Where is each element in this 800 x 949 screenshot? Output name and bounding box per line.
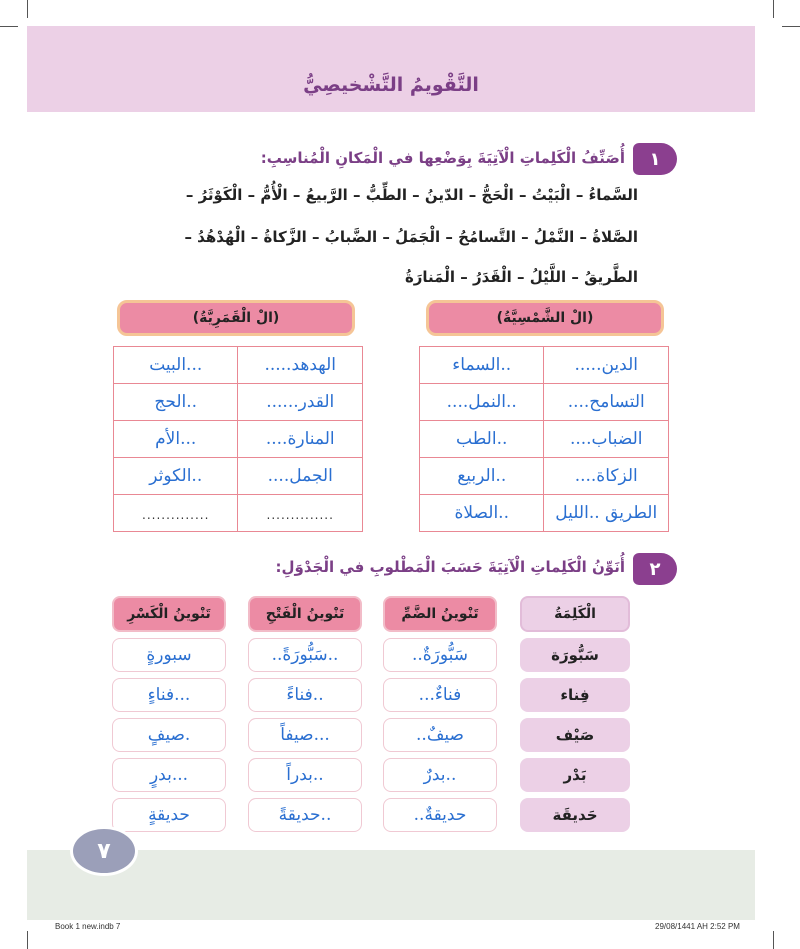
qamariya-table bbox=[113, 346, 363, 532]
tanween-answer-text: صيفٌ.. bbox=[416, 725, 464, 745]
answer-cell-text: المنارة.... bbox=[265, 429, 335, 449]
tanween-kasr-cell[interactable] bbox=[112, 678, 226, 712]
answer-cell[interactable] bbox=[114, 347, 238, 384]
answer-cell[interactable] bbox=[238, 421, 363, 458]
answer-cell[interactable] bbox=[238, 384, 363, 421]
tanween-damm-cell[interactable] bbox=[383, 638, 497, 672]
answer-cell-text: الجمل.... bbox=[267, 466, 333, 486]
header-fath: تَنْوينُ الْفَتْحِ bbox=[248, 596, 362, 632]
shamsiya-table bbox=[419, 346, 669, 532]
tanween-answer-text: ..سَبُّورَةً.. bbox=[271, 645, 339, 665]
tanween-word bbox=[520, 718, 630, 752]
table-row bbox=[114, 458, 363, 495]
table-row bbox=[420, 347, 669, 384]
word-list-line-1: السَّماءُ – الْبَيْتُ – الْحَجُّ – الدّينُ – الطِّبُّ – الرَّبيعُ – الْأُمُّ – الْكَوْثَرُ – bbox=[185, 186, 638, 204]
answer-cell[interactable] bbox=[420, 347, 544, 384]
footer-band bbox=[27, 850, 755, 920]
tanween-answer-text: سبورةٍ bbox=[146, 645, 192, 665]
tanween-word-label: فِناء bbox=[560, 686, 590, 704]
tanween-word-label: حَديقَة bbox=[552, 806, 598, 824]
tanween-fath-cell[interactable] bbox=[248, 678, 362, 712]
tanween-word-label: صَيْف bbox=[555, 726, 595, 744]
answer-cell[interactable] bbox=[114, 458, 238, 495]
tanween-fath-cell[interactable] bbox=[248, 798, 362, 832]
tanween-answer-text: ...بدرٍ bbox=[149, 765, 189, 785]
answer-cell-text: ..الطب bbox=[456, 429, 508, 449]
tanween-kasr-cell[interactable] bbox=[112, 718, 226, 752]
answer-cell[interactable] bbox=[544, 347, 669, 384]
tanween-answer-text: ..حديقةً bbox=[278, 805, 332, 825]
header-word: الْكَلِمَةُ bbox=[520, 596, 630, 632]
tanween-answer-text: ..بدرٌ bbox=[423, 765, 457, 785]
tanween-word bbox=[520, 758, 630, 792]
answer-cell-text: ..الربيع bbox=[457, 466, 507, 486]
tanween-damm-cell[interactable] bbox=[383, 758, 497, 792]
answer-cell[interactable] bbox=[114, 384, 238, 421]
crop-mark bbox=[773, 931, 774, 949]
footer-timestamp: 29/08/1441 AH 2:52 PM bbox=[655, 922, 740, 931]
answer-cell-text: الهدهد..... bbox=[264, 355, 337, 375]
tanween-kasr-cell[interactable] bbox=[112, 758, 226, 792]
answer-cell[interactable] bbox=[420, 384, 544, 421]
tanween-word-label: سَبُّورَة bbox=[551, 646, 599, 664]
tanween-fath-cell[interactable] bbox=[248, 718, 362, 752]
tanween-word bbox=[520, 798, 630, 832]
title-banner bbox=[27, 26, 755, 112]
tanween-word-label: بَدْر bbox=[563, 766, 587, 784]
tanween-fath-cell[interactable] bbox=[248, 638, 362, 672]
answer-cell[interactable] bbox=[544, 495, 669, 532]
page-number: ٧ bbox=[70, 826, 138, 876]
tanween-answer-text: ...صيفاً bbox=[280, 725, 330, 745]
table-row bbox=[114, 384, 363, 421]
crop-mark bbox=[27, 0, 28, 18]
shamsiya-header: (الْ الشَّمْسِيَّةُ) bbox=[426, 300, 664, 336]
answer-cell[interactable] bbox=[238, 347, 363, 384]
tanween-answer-text: ...فناءٍ bbox=[147, 685, 191, 705]
word-list-line-3: الطَّريقُ – اللَّيْلُ – الْقَدَرُ – الْمَنارَةُ bbox=[404, 268, 638, 286]
table-row bbox=[420, 421, 669, 458]
answer-cell-text: ...البيت bbox=[149, 355, 203, 375]
crop-mark bbox=[27, 931, 28, 949]
answer-cell-text: ..السماء bbox=[452, 355, 512, 375]
question-2-number: ٢ bbox=[633, 553, 677, 585]
tanween-answer-text: فناءٌ... bbox=[418, 685, 462, 705]
answer-cell-text: ..الكوثر bbox=[149, 466, 203, 486]
answer-cell[interactable] bbox=[238, 495, 363, 532]
tanween-word bbox=[520, 678, 630, 712]
answer-cell[interactable] bbox=[544, 458, 669, 495]
tanween-word bbox=[520, 638, 630, 672]
answer-cell[interactable] bbox=[238, 458, 363, 495]
answer-cell-text: الضباب.... bbox=[569, 429, 643, 449]
tanween-answer-text: حديقةٍ bbox=[148, 805, 190, 825]
answer-cell[interactable] bbox=[420, 421, 544, 458]
answer-cell[interactable] bbox=[544, 421, 669, 458]
answer-cell-text: .............. bbox=[142, 507, 210, 522]
answer-cell-text: الدين..... bbox=[574, 355, 638, 375]
tanween-answer-text: سَبُّورَةٌ.. bbox=[411, 645, 469, 665]
tanween-answer-text: .صيفٍ bbox=[147, 725, 191, 745]
footer-file-label: Book 1 new.indb 7 bbox=[55, 922, 121, 931]
answer-cell-text: الزكاة.... bbox=[574, 466, 638, 486]
tanween-fath-cell[interactable] bbox=[248, 758, 362, 792]
answer-cell[interactable] bbox=[420, 495, 544, 532]
answer-cell[interactable] bbox=[114, 421, 238, 458]
question-1-instruction: أُصَنِّفُ الْكَلِماتِ الْآتِيَةَ بِوَضْعِها في الْمَكانِ الْمُناسِبِ: bbox=[260, 149, 625, 167]
table-row bbox=[420, 458, 669, 495]
question-1-number: ١ bbox=[633, 143, 677, 175]
page-title: التَّقْويمُ التَّشْخيصِيُّ bbox=[303, 74, 479, 96]
answer-cell-text: ..الصلاة bbox=[454, 503, 509, 523]
tanween-answer-text: ..بدراً bbox=[286, 765, 324, 785]
answer-cell-text: ..الحج bbox=[154, 392, 198, 412]
crop-mark bbox=[782, 26, 800, 27]
header-damm: تَنْوينُ الضَّمِّ bbox=[383, 596, 497, 632]
answer-cell[interactable] bbox=[114, 495, 238, 532]
tanween-answer-text: ..فناءً bbox=[286, 685, 324, 705]
answer-cell[interactable] bbox=[544, 384, 669, 421]
answer-cell[interactable] bbox=[420, 458, 544, 495]
tanween-damm-cell[interactable] bbox=[383, 798, 497, 832]
answer-cell-text: ...الأم bbox=[155, 429, 197, 449]
answer-cell-text: ..النمل.... bbox=[446, 392, 517, 412]
table-row bbox=[420, 384, 669, 421]
header-kasr: تَنْوينُ الْكَسْرِ bbox=[112, 596, 226, 632]
tanween-kasr-cell[interactable] bbox=[112, 798, 226, 832]
answer-cell-text: القدر...... bbox=[266, 392, 335, 412]
tanween-damm-cell[interactable] bbox=[383, 678, 497, 712]
answer-cell-text: .............. bbox=[266, 507, 334, 522]
word-list-line-2: الصَّلاةُ – النَّمْلُ – التَّسامُحُ – الْجَمَلُ – الضَّبابُ – الزَّكاةُ – الْهُدْهُدُ – bbox=[184, 228, 638, 246]
table-row bbox=[420, 495, 669, 532]
question-2-instruction: أُنَوِّنُ الْكَلِماتِ الْآتِيَةَ حَسَبَ الْمَطْلوبِ في الْجَدْوَلِ: bbox=[275, 558, 625, 576]
qamariya-header: (الْ الْقَمَرِيَّةُ) bbox=[117, 300, 355, 336]
crop-mark bbox=[0, 26, 18, 27]
crop-mark bbox=[773, 0, 774, 18]
tanween-damm-cell[interactable] bbox=[383, 718, 497, 752]
table-row bbox=[114, 347, 363, 384]
answer-cell-text: التسامح.... bbox=[567, 392, 645, 412]
tanween-kasr-cell[interactable] bbox=[112, 638, 226, 672]
table-row bbox=[114, 421, 363, 458]
table-row bbox=[114, 495, 363, 532]
tanween-answer-text: حديقةٌ.. bbox=[413, 805, 467, 825]
answer-cell-text: الطريق ..الليل bbox=[555, 503, 658, 523]
